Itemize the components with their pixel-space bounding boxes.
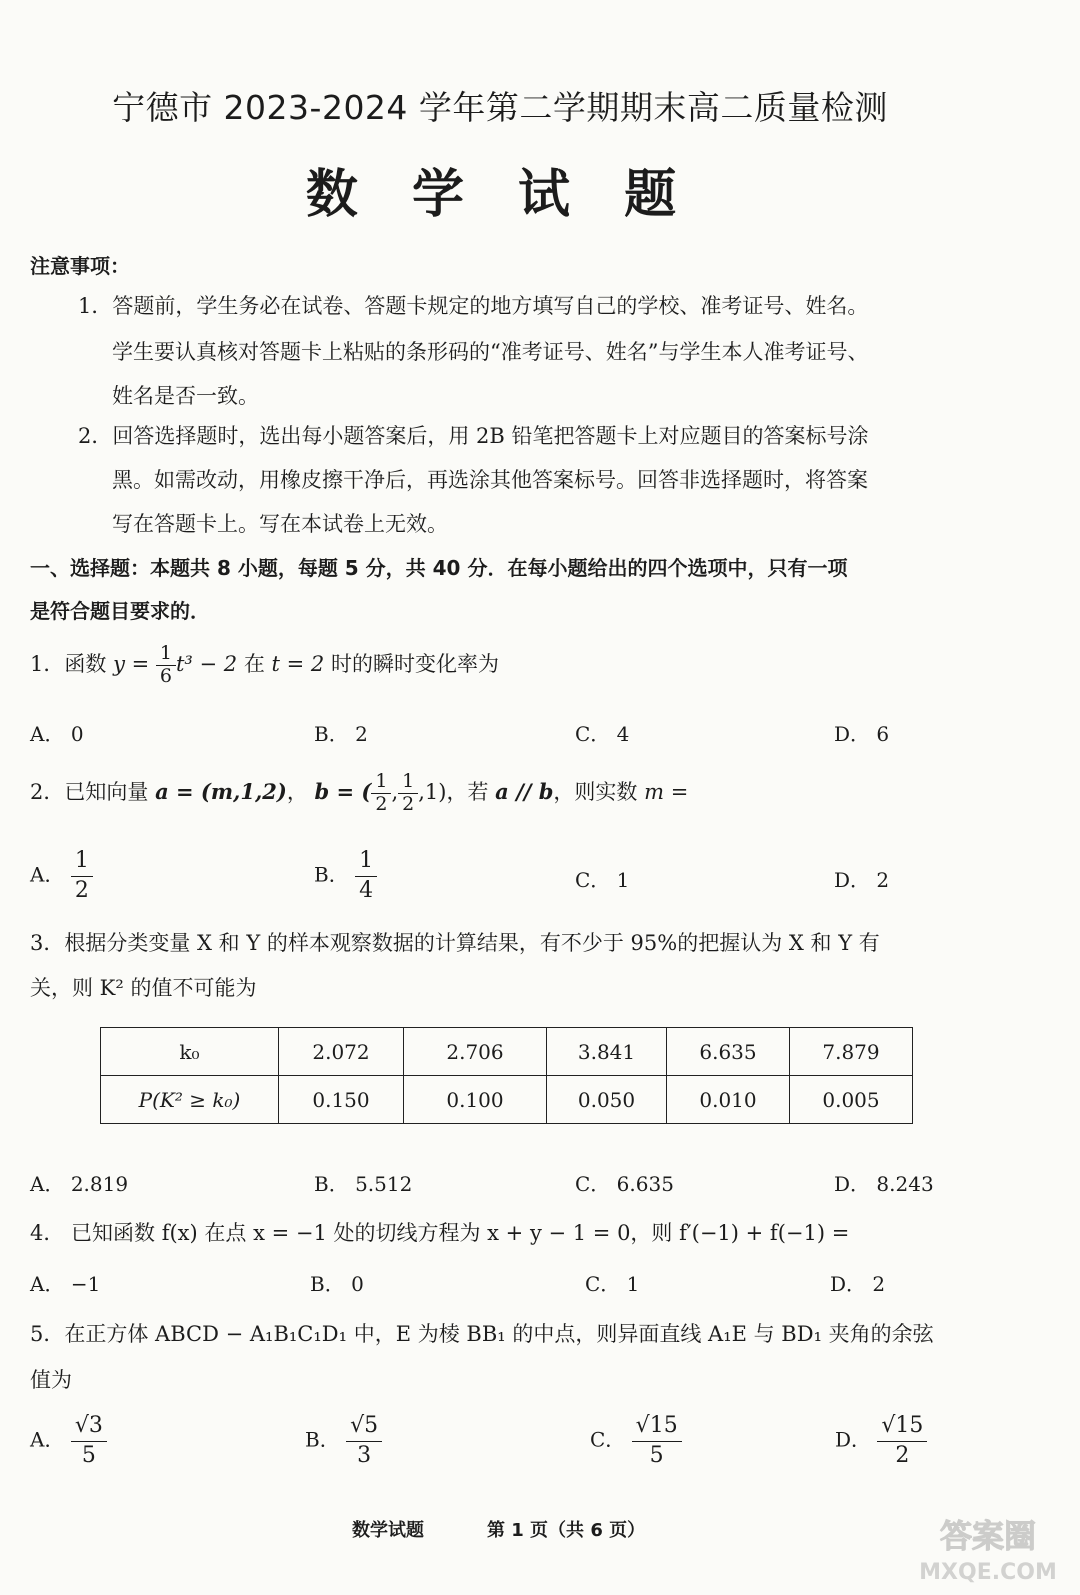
watermark-logo (908, 1509, 1068, 1587)
notice-item2-line3: 写在答题卡上。写在本试卷上无效。 (112, 512, 448, 536)
q1-cond: t = 2 (271, 651, 325, 676)
svg-text:答案圈: 答案圈 (939, 1517, 1037, 1555)
q2-vector-b-lhs: b = ( (314, 778, 372, 804)
table-cell: 0.005 (790, 1076, 913, 1124)
q5-line2: 值为 (30, 1368, 72, 1392)
q1-option-c: C． 4 (575, 722, 630, 746)
table-cell: 2.706 (404, 1028, 547, 1076)
q2-mid: ，若 (446, 779, 489, 804)
q4-option-c: C． 1 (585, 1272, 640, 1296)
q5-option-c: C． $\frac{√15}{5}$ (590, 1412, 682, 1470)
q3-option-a: A． 2.819 (30, 1172, 129, 1196)
table-head-k0: k₀ (101, 1028, 279, 1076)
q3-option-c: C． 6.635 (575, 1172, 674, 1196)
q2-suffix: ，则实数 (553, 779, 638, 804)
table-cell: 0.050 (547, 1076, 667, 1124)
q2-b-frac2: $\frac{1}{2}$ (400, 771, 416, 816)
q1-suffix: 时的瞬时变化率为 (330, 651, 499, 676)
notice-item2-line1: 2．回答选择题时，选出每小题答案后，用 2B 铅笔把答题卡上对应题目的答案标号涂 (78, 424, 869, 448)
exam-header-title: 宁德市 2023-2024 学年第二学期期末高二质量检测 (112, 88, 888, 127)
footer-page-number: 第 1 页（共 6 页） (487, 1520, 646, 1541)
q2-vector-a: a = (m,1,2) (155, 778, 287, 804)
q1-mid: 在 (243, 651, 265, 676)
q5-option-b: B． $\frac{√5}{3}$ (305, 1412, 382, 1470)
q2-var: m = (644, 779, 689, 804)
q1-option-d: D． 6 (834, 722, 890, 746)
notice-heading: 注意事项： (30, 254, 130, 278)
table-row (101, 1028, 913, 1076)
exam-subject-title: 数 学 试 题 (305, 164, 695, 225)
q1-option-b: B． 2 (314, 722, 368, 746)
question-2: 2．已知向量 a = (m,1,2)， b = ( $\frac{1}{2}$ , $\frac{1}{2}$ ,1)，若 a // b，则实数 m = (30, 770, 689, 815)
q2-parallel: a // b (495, 778, 554, 804)
q4-option-a: A． −1 (30, 1272, 101, 1296)
q1-lhs: y = (113, 651, 150, 676)
question-4: 4． 已知函数 f(x) 在点 x = −1 处的切线方程为 x + y − 1 = 0，则 f′(−1) + f(−1) = (30, 1221, 850, 1245)
question-1 (30, 643, 499, 688)
section1-heading-line2: 是符合题目要求的． (30, 599, 210, 623)
table-cell: 6.635 (667, 1028, 790, 1076)
notice-item1-line3: 姓名是否一致。 (112, 384, 259, 408)
table-row (101, 1076, 913, 1124)
q2-b-frac1: $\frac{1}{2}$ (373, 771, 389, 816)
q1-fraction (158, 643, 174, 688)
q2-option-a: A． $\frac{1}{2}$ (30, 847, 93, 905)
q2-b-tail: ,1) (418, 779, 447, 804)
table-cell: 3.841 (547, 1028, 667, 1076)
q4-option-d: D． 2 (830, 1272, 886, 1296)
critical-value-table (100, 1027, 913, 1124)
table-cell: 0.150 (279, 1076, 404, 1124)
svg-text:MXQE.COM: MXQE.COM (919, 1560, 1057, 1585)
q1-frac-num: 1 (159, 642, 172, 664)
q1-frac-den: 6 (159, 664, 172, 687)
q3-option-d: D． 8.243 (834, 1172, 934, 1196)
q5-option-a: A． $\frac{√3}{5}$ (30, 1412, 107, 1470)
table-cell: 0.100 (404, 1076, 547, 1124)
q3-line1: 3．根据分类变量 X 和 Y 的样本观察数据的计算结果，有不少于 95%的把握认为 X 和 Y 有 (30, 931, 880, 955)
notice-item1-line2: 学生要认真核对答题卡上粘贴的条形码的“准考证号、姓名”与学生本人准考证号、 (112, 340, 869, 364)
q1-option-a: A． 0 (30, 722, 84, 746)
q1-expr: t³ − 2 (175, 651, 238, 676)
q3-line2: 关，则 K² 的值不可能为 (30, 976, 257, 1000)
q2-option-b: B． $\frac{1}{4}$ (314, 847, 377, 905)
footer-subject: 数学试题 (352, 1520, 424, 1541)
notice-item1-line1: 1．答题前，学生务必在试卷、答题卡规定的地方填写自己的学校、准考证号、姓名。 (78, 294, 869, 318)
table-cell: 7.879 (790, 1028, 913, 1076)
notice-item2-line2: 黑。如需改动，用橡皮擦干净后，再选涂其他答案标号。回答非选择题时，将答案 (112, 468, 868, 492)
q1-prefix: 1．函数 (30, 651, 107, 676)
section1-heading-line1: 一、选择题：本题共 8 小题，每题 5 分，共 40 分．在每小题给出的四个选项中，只有一项 (30, 556, 848, 580)
q2-option-d: D． 2 (834, 868, 890, 892)
q5-line1: 5．在正方体 ABCD − A₁B₁C₁D₁ 中，E 为棱 BB₁ 的中点，则异面直线 A₁E 与 BD₁ 夹角的余弦 (30, 1322, 934, 1346)
q4-option-b: B． 0 (310, 1272, 364, 1296)
table-head-p: P(K² ≥ k₀) (101, 1076, 279, 1124)
table-cell: 0.010 (667, 1076, 790, 1124)
q5-option-d: D． $\frac{√15}{2}$ (835, 1412, 927, 1470)
table-cell: 2.072 (279, 1028, 404, 1076)
q2-prefix: 2．已知向量 (30, 779, 149, 804)
q3-option-b: B． 5.512 (314, 1172, 413, 1196)
q2-option-c: C． 1 (575, 868, 630, 892)
